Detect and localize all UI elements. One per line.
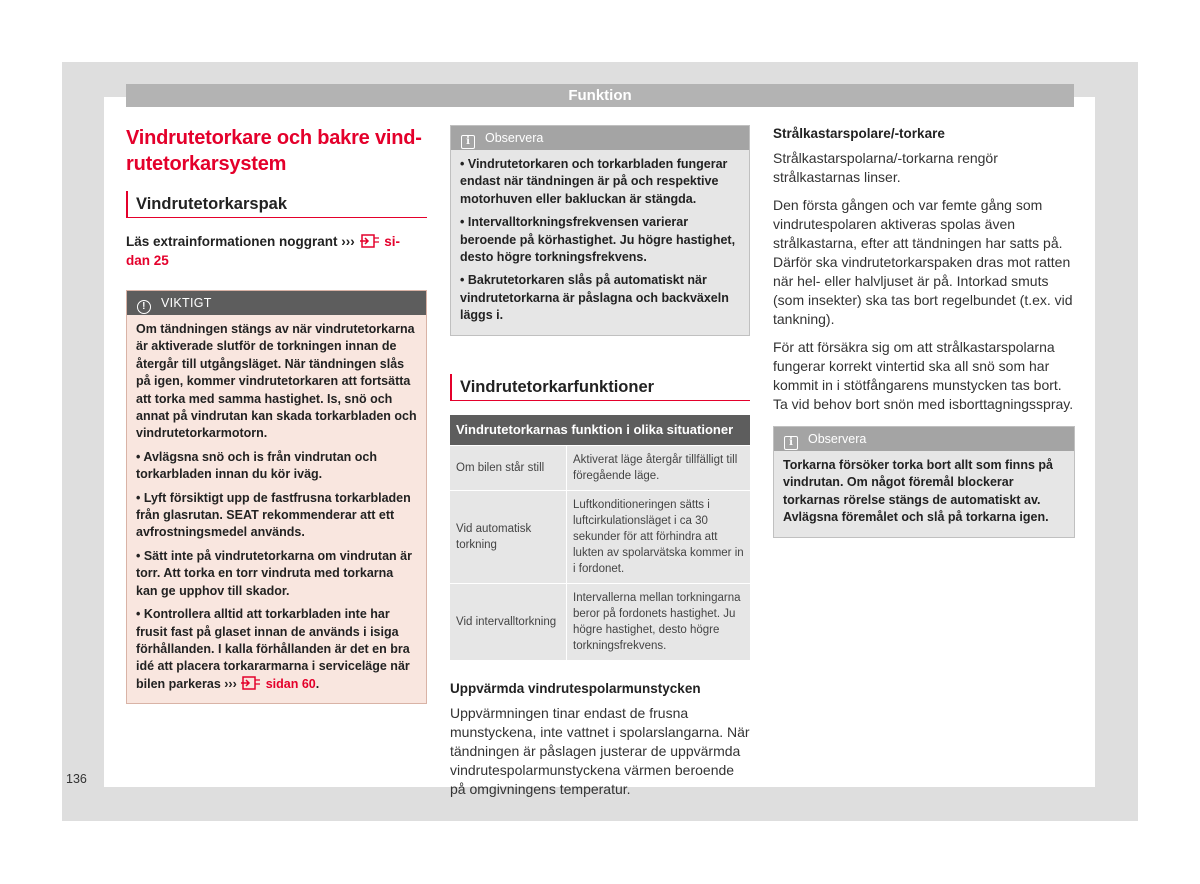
- warning-bullet: • Kontrollera alltid att torkarbladen inte har frusit fast på glaset innan de används i isiga förhållanden. I kalla förhållanden är det en bra idé att placera torkararmarna i serviceläge när bilen parkeras ››› sidan 60.: [136, 607, 410, 691]
- paragraph: Den första gången och var femte gång som vindrutespolaren aktiveras spolas även strålkastarna, efter att tändningen har satts på. Därför ska vindrutetorkarspaken dras mot ratten när hel- eller halvljuset är på. Intorkad smuts (som insekter) ska tas bort regelbundet (t.ex. vid tankning).: [773, 197, 1073, 327]
- paragraph: Strålkastarspolarna/-torkarna rengör strålkastarnas linser.: [773, 150, 998, 185]
- table-header: Vindrutetorkarnas funktion i olika situationer: [450, 415, 750, 446]
- note-bullet: • Vindrutetorkaren och torkarbladen fungerar endast när tändningen är på och respektive motorhuven eller bakluckan är stängda.: [460, 157, 728, 206]
- warning-body: [127, 315, 426, 703]
- book-reference-icon[interactable]: [240, 676, 262, 690]
- note-text: Torkarna försöker torka bort allt som finns på vindrutan. Om något föremål blockerar torkarnas rörelse stängs de automatiskt av. Avlägsna föremålet och slå på torkarna igen.: [783, 458, 1053, 525]
- table-row: Om bilen står still Aktiverat läge återgår tillfälligt till föregående läge.: [450, 445, 750, 490]
- info-box-icon: i: [784, 436, 798, 450]
- table-row: Vid intervalltorkning Intervallerna mellan torkningarna beror på fordonets hastighet. Ju högre hastighet, desto högre torkningsfrekvens.: [450, 583, 750, 660]
- page-title: Vindrutetorkare och bakre vind- rutetorkarsystem: [126, 127, 422, 175]
- paragraph: Uppvärmningen tinar endast de frusna munstyckena, inte vattnet i spolarslangarna. När tändningen är påslagen justerar de uppvärmda vindrutespolarmunstyckena värmen beroende på omgivningens temperatur.: [450, 704, 750, 797]
- note-body: [451, 150, 749, 335]
- column-left: [126, 125, 427, 704]
- sub-heading-heated-nozzles: Uppvärmda vindrutespolarmunstycken: [450, 680, 701, 696]
- exclamation-circle-icon: !: [137, 300, 151, 314]
- reference-link[interactable]: sidan 60: [265, 676, 316, 691]
- note-box: [450, 125, 750, 336]
- column-middle: [450, 125, 750, 808]
- note-body: [774, 451, 1074, 537]
- reference-note: Läs extrainformationen noggrant ››› si- dan 25: [126, 234, 401, 268]
- info-box-icon: i: [461, 135, 475, 149]
- reference-link[interactable]: si- dan 25: [126, 234, 401, 268]
- wiper-function-table: [450, 415, 750, 660]
- paragraph: För att försäkra sig om att strålkastarspolarna fungerar korrekt vintertid ska all snö som har kommit in i stötfångarens munstycken tas bort. Ta vid behov bort snön med isborttagningsspray.: [773, 339, 1074, 412]
- sub-heading-headlight-washer: Strålkastarspolare/-torkare: [773, 126, 945, 141]
- note-box: [773, 426, 1075, 538]
- warning-intro: Om tändningen stängs av när vindrutetorkarna är aktiverade slutför de torkningen innan de återgår till utgångsläget. När tändningen slås på igen, kommer vindrutetorkaren att fortsätta att torka med samma hastighet. Is, snö och annat på vindrutan kan skada torkarbladen och vindrutetorkarmotorn.: [136, 322, 417, 441]
- section-heading-wiper-functions: Vindrutetorkarfunktioner: [450, 374, 750, 401]
- warning-bullet: • Sätt inte på vindrutetorkarna om vindrutan är torr. Att torka en torr vindruta med torkarna kan ge upphov till skador.: [136, 548, 412, 598]
- warning-bullet: • Lyft försiktigt upp de fastfrusna torkarbladen från glasrutan. SEAT rekommenderar att ett avfrostningsmedel används.: [136, 490, 411, 540]
- note-header: i Observera: [451, 126, 749, 150]
- book-reference-icon[interactable]: [359, 234, 381, 248]
- warning-bullet: • Avlägsna snö och is från vindrutan och torkarbladen innan du kör iväg.: [136, 449, 377, 482]
- section-heading-wiper-lever: Vindrutetorkarspak: [126, 191, 427, 218]
- warning-box: [126, 290, 427, 704]
- note-bullet: • Bakrutetorkaren slås på automatiskt när vindrutetorkarna är påslagna och backväxeln läggs i.: [460, 273, 729, 323]
- note-header: i Observera: [774, 427, 1074, 451]
- page-number: 136: [66, 772, 87, 786]
- warning-header: ! VIKTIGT: [127, 291, 426, 315]
- table-row: Vid automatisk torkning Luftkonditioneringen sätts i luftcirkulationsläget i ca 30 sekunder för att förhindra att lukten av spolarvätska kommer in i fordonet.: [450, 490, 750, 583]
- note-bullet: • Intervalltorkningsfrekvensen varierar beroende på körhastighet. Ju högre hastighet, desto högre torkningsfrekvens.: [460, 215, 736, 265]
- section-header: Funktion: [126, 84, 1074, 107]
- column-right: [773, 125, 1075, 538]
